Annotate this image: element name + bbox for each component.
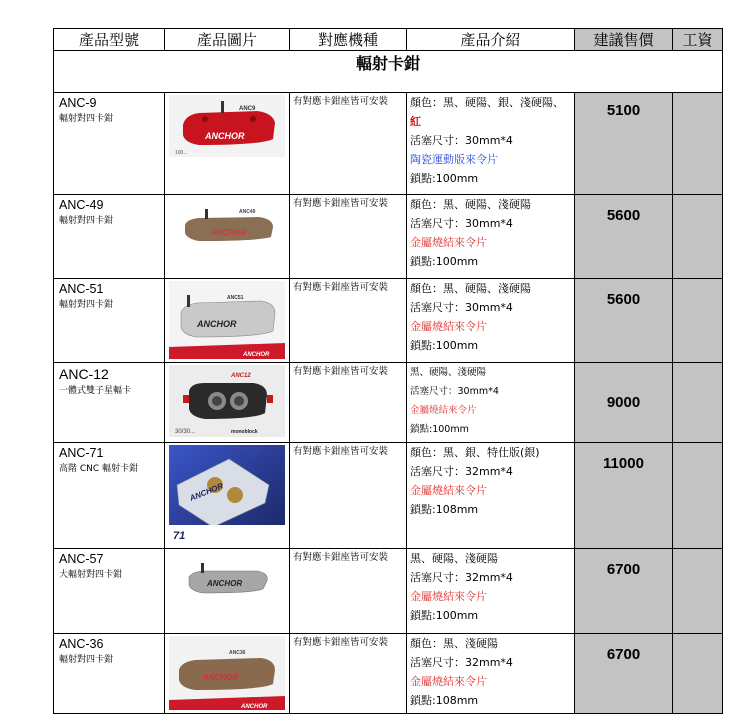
model-desc: 高階 CNC 輻射卡鉗: [59, 464, 139, 474]
price-value: 9000: [606, 394, 641, 411]
product-image: [169, 445, 285, 543]
price-cell: [575, 549, 673, 634]
intro-color: 顏色：黑、硬陽、淺硬陽: [410, 282, 531, 295]
table-row: [54, 363, 723, 443]
image-cell: [165, 634, 290, 714]
model-code: ANC-71: [59, 446, 104, 460]
compat-cell: 有對應卡鉗座皆可安裝: [290, 443, 407, 549]
intro-cell: [407, 93, 575, 195]
model-cell: [54, 93, 165, 195]
image-badge: ANC36: [229, 650, 246, 656]
model-code: ANC-49: [59, 198, 104, 212]
model-cell: [54, 549, 165, 634]
image-cell: [165, 443, 290, 549]
model-cell: [54, 443, 165, 549]
image-cell: [165, 363, 290, 443]
intro-cell: [407, 443, 575, 549]
price-value: 6700: [606, 646, 641, 663]
table-row: [54, 443, 723, 549]
price-value: 5600: [606, 207, 641, 224]
image-footer: ANCHOR: [241, 704, 268, 710]
image-caption: 30/30...: [175, 429, 196, 435]
table-row: [54, 279, 723, 363]
intro-color: 黑、硬陽、淺硬陽: [410, 552, 498, 565]
model-cell: [54, 279, 165, 363]
product-image: [169, 365, 285, 437]
compat-cell: 有對應卡鉗座皆可安裝: [290, 363, 407, 443]
intro-mount: 鎖點:108mm: [410, 503, 479, 516]
intro-pad: 金屬燒結來令片: [410, 320, 487, 333]
model-code: ANC-9: [59, 96, 97, 110]
section-title: 輻射卡鉗: [54, 51, 723, 93]
header-row: [54, 29, 723, 51]
model-cell: [54, 363, 165, 443]
model-desc: 大輻射對四卡鉗: [59, 570, 123, 580]
table-row: [54, 93, 723, 195]
compat-cell: 有對應卡鉗座皆可安裝: [290, 195, 407, 279]
image-cell: [165, 279, 290, 363]
intro-color: 顏色：黑、硬陽、淺硬陽: [410, 198, 531, 211]
price-value: 5100: [606, 102, 641, 119]
model-desc: 輻射對四卡鉗: [59, 655, 114, 665]
model-cell: [54, 634, 165, 714]
compat-cell: 有對應卡鉗座皆可安裝: [290, 549, 407, 634]
model-desc: 輻射對四卡鉗: [59, 216, 114, 226]
product-image: [169, 551, 285, 601]
price-cell: [575, 93, 673, 195]
image-footer: ANCHOR: [243, 352, 270, 358]
price-value: 6700: [606, 561, 641, 578]
intro-pad: 陶瓷運動版來令片: [410, 153, 498, 166]
intro-mount: 鎖點:108mm: [410, 694, 479, 707]
model-cell: [54, 195, 165, 279]
price-table: [53, 28, 723, 714]
image-badge: ANC49: [239, 209, 256, 215]
intro-piston: 活塞尺寸：30mm*4: [410, 217, 513, 230]
header-price: 建議售價: [575, 29, 673, 51]
image-brand: ANCHOR: [211, 228, 247, 237]
intro-piston: 活塞尺寸：30mm*4: [410, 301, 513, 314]
intro-pad: 金屬燒結來令片: [410, 675, 487, 688]
intro-pad: 金屬燒結來令片: [410, 405, 477, 416]
intro-mount: 鎖點:100mm: [410, 172, 479, 185]
image-cell: [165, 93, 290, 195]
compat-cell: 有對應卡鉗座皆可安裝: [290, 93, 407, 195]
product-image: [169, 636, 285, 710]
intro-mount: 鎖點:100mm: [410, 609, 479, 622]
intro-piston: 活塞尺寸：32mm*4: [410, 465, 513, 478]
image-badge: ANC12: [231, 373, 251, 379]
table-row: [54, 549, 723, 634]
intro-color: 顏色：黑、銀、特仕版(銀): [410, 446, 540, 459]
model-code: ANC-51: [59, 282, 104, 296]
intro-color: 顏色：黑、淺硬陽: [410, 637, 498, 650]
image-brand: ANCHOR: [205, 131, 245, 141]
intro-piston: 活塞尺寸：32mm*4: [410, 571, 513, 584]
intro-mount: 鎖點:100mm: [410, 339, 479, 352]
price-cell: [575, 279, 673, 363]
intro-cell: [407, 549, 575, 634]
model-code: ANC-57: [59, 552, 104, 566]
image-brand: ANCHOR: [203, 673, 239, 682]
price-value: 11000: [603, 455, 644, 472]
intro-color: 黑、硬陽、淺硬陽: [410, 367, 487, 378]
image-cell: [165, 195, 290, 279]
header-model: 產品型號: [54, 29, 165, 51]
intro-pad: 金屬燒結來令片: [410, 484, 487, 497]
model-desc: 輻射對四卡鉗: [59, 114, 114, 124]
image-badge: ANC9: [239, 106, 256, 112]
labor-cell: [673, 443, 723, 549]
intro-pad: 金屬燒結來令片: [410, 590, 487, 603]
price-cell: [575, 443, 673, 549]
image-brand: ANCHOR: [197, 319, 237, 329]
labor-cell: [673, 279, 723, 363]
header-image: 產品圖片: [165, 29, 290, 51]
product-image: [169, 95, 285, 157]
intro-mount: 鎖點:100mm: [410, 255, 479, 268]
image-caption: 100...: [175, 150, 188, 156]
price-cell: [575, 634, 673, 714]
image-brand: ANCHOR: [188, 481, 225, 503]
header-intro: 產品介紹: [407, 29, 575, 51]
intro-pad: 金屬燒結來令片: [410, 236, 487, 249]
labor-cell: [673, 549, 723, 634]
intro-cell: [407, 634, 575, 714]
intro-cell: [407, 363, 575, 443]
intro-color-cont: 紅: [410, 115, 421, 128]
table-row: [54, 195, 723, 279]
intro-piston: 活塞尺寸：30mm*4: [410, 386, 499, 397]
model-desc: 一體式雙子星輻卡: [59, 386, 132, 396]
compat-cell: 有對應卡鉗座皆可安裝: [290, 279, 407, 363]
price-cell: [575, 363, 673, 443]
header-compat: 對應機種: [290, 29, 407, 51]
model-desc: 輻射對四卡鉗: [59, 300, 114, 310]
labor-cell: [673, 363, 723, 443]
header-labor: 工資: [673, 29, 723, 51]
model-code: ANC-12: [59, 366, 109, 382]
table-row: [54, 634, 723, 714]
labor-cell: [673, 195, 723, 279]
intro-piston: 活塞尺寸：32mm*4: [410, 656, 513, 669]
intro-cell: [407, 195, 575, 279]
price-value: 5600: [606, 291, 641, 308]
model-code: ANC-36: [59, 637, 104, 651]
image-cell: [165, 549, 290, 634]
image-badge: ANC51: [227, 295, 244, 301]
price-cell: [575, 195, 673, 279]
compat-cell: 有對應卡鉗座皆可安裝: [290, 634, 407, 714]
product-image: [169, 281, 285, 359]
product-image: [169, 197, 285, 247]
labor-cell: [673, 93, 723, 195]
image-footer: monoblock: [231, 429, 258, 435]
intro-mount: 鎖點:100mm: [410, 424, 469, 435]
image-brand: ANCHOR: [207, 579, 243, 588]
section-row: [54, 51, 723, 93]
intro-cell: [407, 279, 575, 363]
labor-cell: [673, 634, 723, 714]
intro-color: 顏色：黑、硬陽、銀、淺硬陽、: [410, 96, 564, 109]
intro-piston: 活塞尺寸：30mm*4: [410, 134, 513, 147]
image-badge: 71: [173, 530, 186, 542]
